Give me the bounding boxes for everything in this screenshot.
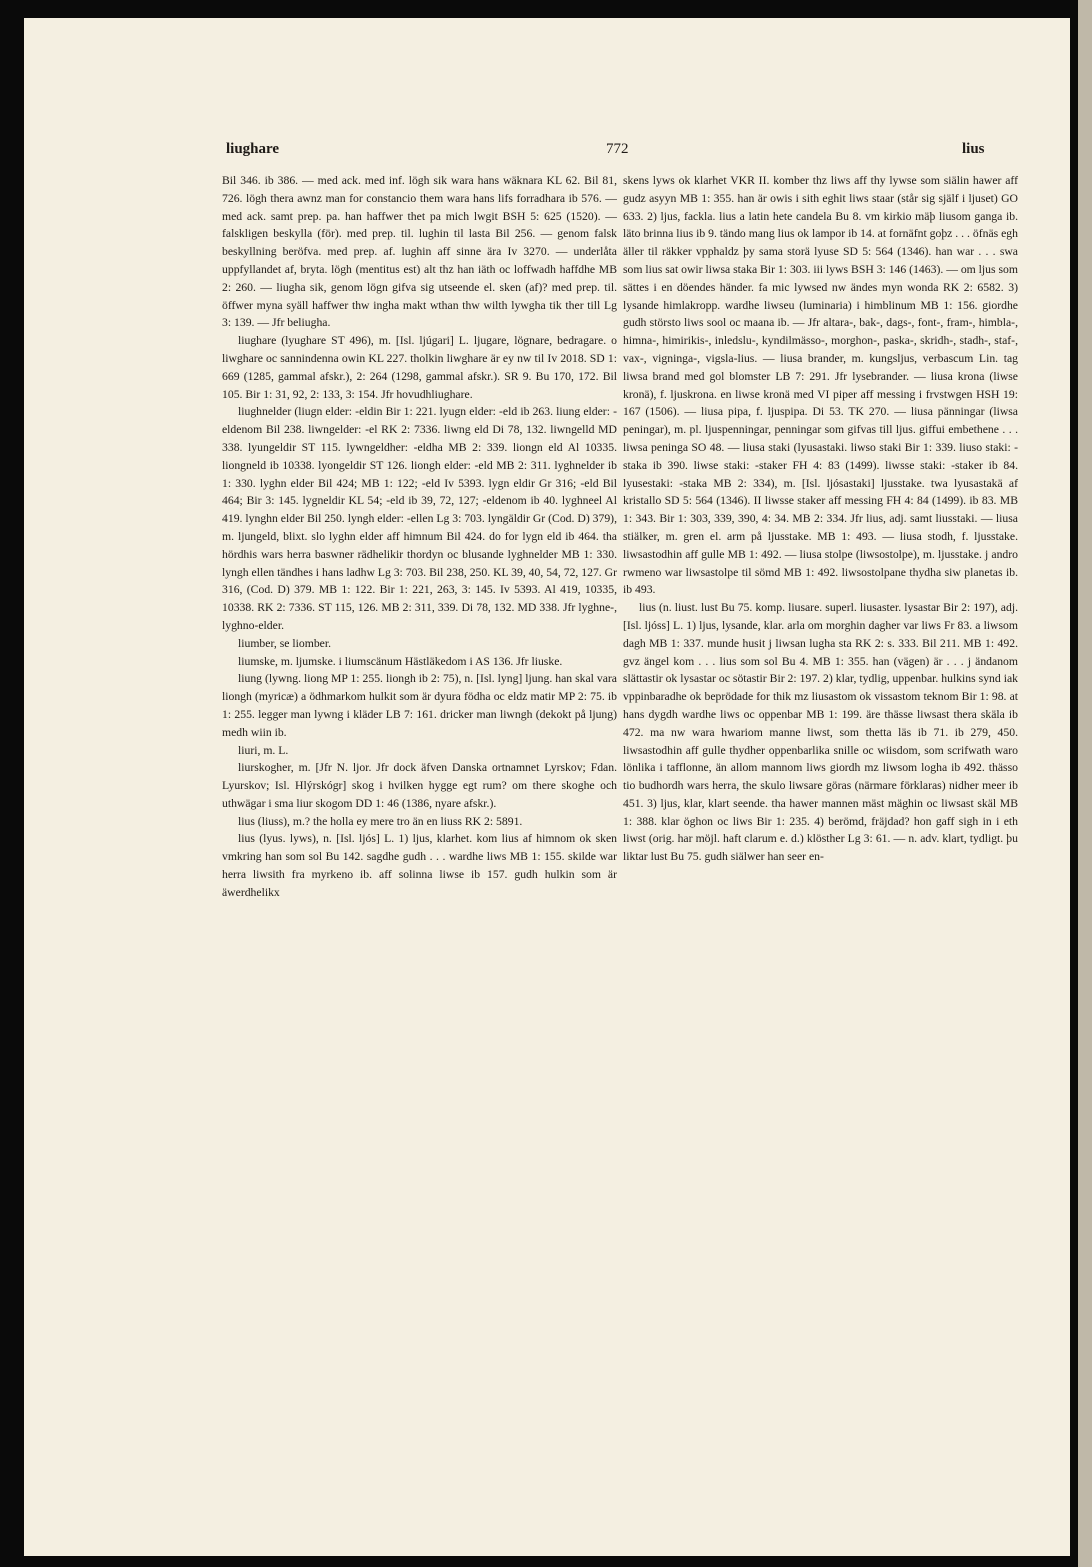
entry-lius-liuss: lius (liuss), m.? the holla ey mere tro än en liuss RK 2: 5891. [238,814,523,828]
running-head-left: liughare [226,141,280,157]
entry-liughare-end: Bil 346. ib 386. — med ack. med inf. lögh sik wara hans wäknara KL 62. Bil 81, 726. lögh thera awnz man for constancio them wara hans lifs forradhara ib 576. — med ack. samt prep. pa. han haffwer thet pa mich lwgit BSH 5: 625 (1520). — falskligen beskylla (för). med prep. til. lughin til lasta Bil 256. — genom falsk beskyllning beröfva. med prep. af. lughin aff sinne ära Iv 3270. — underlåta uppfyllandet af, bryta. lögh (mentitus est) alt thz han iäth oc loffwadh haffdhe MB 2: 260. — liugha sik, genom lögn gifva sig utseende el. sken (af)? med prep. til. öffwer myna syäll haffwer thw ingha makt wthan thw wilth lywgha tik ther till Lg 3: 139. — Jfr beliugha. [222,174,617,330]
entry-liughnelder: liughnelder (liugn elder: -eldin Bir 1: 221. lyugn elder: -eld ib 263. liung elder: -eldenom Bil 238. liwngelder: -el RK 2: 7336. liwng eld Di 78, 132. liwngelld MD 338. lyungeldir ST 115. lywngeldher: -eldha MB 2: 339. liongn eld Al 10335. liongneld ib 10338. lyongeldir ST 126. liongh elder: -eld MB 2: 311. lyghnelder ib 1: 330. lyghn elder Bil 424; MB 1: 122; -eld Iv 5393. lygn eldir Gr 316; -eld Bil 464; Bir 3: 145. lygneldir KL 54; -eld ib 39, 72, 127; -eldenom ib 40. lyghneel Al 419. lynghn elder Bil 250. lyngh elder: -ellen Lg 3: 703. lyngäldir Gr (Cod. D) 379), m. ljungeld, blixt. slo lyghn elder aff himnum Bil 424. do for lygn eld ib 464. tha hördhis wars herra baswner rädhelikir thordyn oc blusande lyghnelder MB 1: 330. lyngh ellen tändhes i hans ladhw Lg 3: 703. Bil 238, 250. KL 39, 40, 54, 72, 127. Gr 316, (Cod. D) 379. MB 1: 122. Bir 1: 221, 263, 3: 145. Iv 5393. Al 419, 10335, 10338. RK 2: 7336. ST 115, 126. MB 2: 311, 339. Di 78, 132. MD 338. Jfr lyghne-, lyghno-elder. [222,405,617,632]
entry-liung: liung (lywng. liong MP 1: 255. liongh ib 2: 75), n. [Isl. lyng] ljung. han skal vara liongh (myricæ) a ödhmarkom hulkit som är dyura födha oc eldz matir MP 2: 75. ib 1: 255. legger man lywng i kläder LB 7: 161. dricker man liwngh (dekokt på ljung) medh wiin ib. [222,672,617,739]
entry-liuri: liuri, m. L. [238,743,289,757]
page-edge [1078,0,1092,1567]
entry-liurskogher: liurskogher, m. [Jfr N. ljor. Jfr dock äfven Danska ortnamnet Lyrskov; Fdan. Lyurskov; Isl. Hlýrskógr] skog i hvilken hygge egt rum? om there skoghe och uthwägar i sma liur skogom DD 1: 46 (1386, nyare afskr.). [222,761,617,810]
entry-lius-cont: skens lyws ok klarhet VKR II. komber thz liws aff thy lywse som siälin hawer aff gudz asyyn MB 1: 355. han är owis i sith eghit liws staar (står sig själf i ljuset) GO 633. 2) ljus, fackla. lius a latin hete candela Bu 8. vm kirkio mäþ liusom ganga ib. läto brinna lius ib 9. tändo mang lius ok lampor ib 14. at fornäfnt goþz . . . öfnäs egh äller til räkker vpphaldz þy sama storä lyuse SD 5: 564 (1346). han war . . . swa som lius sat owir liwsa staka Bir 1: 303. iii lyws BSH 3: 146 (1463). — om ljus som sättes i en döendes händer. fa mic lywsed nw ändes myn wonda RK 2: 6582. 3) lysande himlakropp. wardhe liwseu (luminaria) i himblinum MB 1: 156. giordhe gudh störsto liws sool oc maana ib. — Jfr altara-, bak-, dags-, font-, fram-, himbla-, himna-, himirikis-, inledslu-, kyndilmässo-, morghon-, paska-, skridh-, stadh-, staf-, vax-, vigninga-, vigsla-lius. — liusa brander, m. kungsljus, verbascum Lin. tag liwsa brand med gol blomster LB 7: 291. Jfr lysebrander. — liusa krona (liwse kronä), f. ljuskrona. en liwse kronä med VI piper aff messing i frvstwgen HSH 19: 167 (1506). — liusa pipa, f. ljuspipa. Di 53. TK 270. — liusa pänningar (liwsa peningar), m. pl. ljuspenningar, penningar som gifvas till ljus. giffui embethene . . . liwsa peninga SO 48. — liusa staki (lyusastaki. liwso staki Bir 1: 339. liuso staki: -staka ib 390. liwse staki: -staker FH 4: 83 (1499). liwsse staki: -staker ib 84. lyusestaki: -staka MB 2: 334), m. [Isl. ljósastaki] ljusstake. twa lyusastakä af kristallo SD 5: 564 (1346). II liwsse staker aff messing FH 4: 84 (1499). ib 83. MB 1: 343. Bir 1: 303, 339, 390, 4: 34. MB 2: 334. Jfr lius, adj. samt liusstaki. — liusa stiälker, m. gren el. arm på ljusstake. MB 1: 493. — liusa stodh, f. ljusstake. liwsastodhin aff gulle MB 1: 492. — liusa stolpe (liwsostolpe), m. ljusstake. j andro rwmeno war liwsastolpe til sömd MB 1: 492. liwsostolpane thydha siw planetas ib. ib 493. [623,174,1018,597]
entry-liughare: liughare (lyughare ST 496), m. [Isl. ljúgari] L. ljugare, lögnare, bedragare. o liwghare oc sannindenna owin KL 227. tholkin liwghare är ey nw til Iv 2018. SD 1: 669 (1285, gammal afskr.), 2: 264 (1298, gammal afskr.). SR 9. Bu 170, 172. Bil 105. Bir 1: 31, 92, 2: 133, 3: 154. Jfr hovudhliughare. [222,334,617,401]
entry-lius-n: lius (lyus. lyws), n. [Isl. ljós] L. 1) ljus, klarhet. kom lius af himnom ok sken vmkring han som sol Bu 142. sagdhe gudh . . . wardhe liws MB 1: 155. skilde war herra liwsith fra myrkeno ib. aff solinna liwse ib 157. gudh hulkin som är äwerdhelikx [222,832,617,899]
entry-liumske: liumske, m. ljumske. i liumscänum Hästläkedom i AS 136. Jfr liuske. [238,654,563,668]
left-column [222,172,617,902]
right-column [623,172,1018,866]
running-head-right: lius [962,141,985,157]
entry-liumber: liumber, se liomber. [238,636,332,650]
entry-lius-adj: lius (n. liust. lust Bu 75. komp. liusare. superl. liusaster. lysastar Bir 2: 197), adj. [Isl. ljóss] L. 1) ljus, lysande, klar. arla om morghin dagher var liws Fr 83. a liwsom dagh MB 1: 337. munde husit j liwsan lugha sta RK 2: s. 333. Bil 211. MB 1: 492. gvz ängel kom . . . lius som sol Bu 4. MB 1: 355. han (vägen) är . . . j ändanom slättastir ok lysastar oc sötastir Bir 2: 197. 2) klar, tydlig, uppenbar. hulkins synd iak vppinbaradhe ok beprödade for thik mz liusastom ok vissastom teknom Bir 1: 98. at hans dygdh wardhe liws oc oppenbar MB 1: 199. äre thässe liwsast thera skäla ib 472. ma nw wara hwariom manne liwst, som thetta läs ib 71. ib 279, 450. liwsastodhin aff gulle thydher oppenbarlika snille oc wiisdom, som scrifwath waro lönlika i tafflonne, än allom mannom liws giordh mz liwsom logha ib 492. thässo tio budhordh wars herra, the skulo liwsare göras (närmare förklaras) nidher meer ib 451. 3) ljus, klar, klart seende. tha hawer mannen mäst mäghin oc liwsast skäl MB 1: 388. klar öghon oc liws Bir 1: 235. 4) berömd, fräjdad? hon gaff sigh in i eth liwst (orig. har möjl. haft clarum e. d.) klösther Lg 3: 61. — n. adv. klart, tydligt. þu liktar lust Bu 75. gudh siälwer han seer en- [623,601,1018,864]
page-number: 772 [606,141,629,157]
